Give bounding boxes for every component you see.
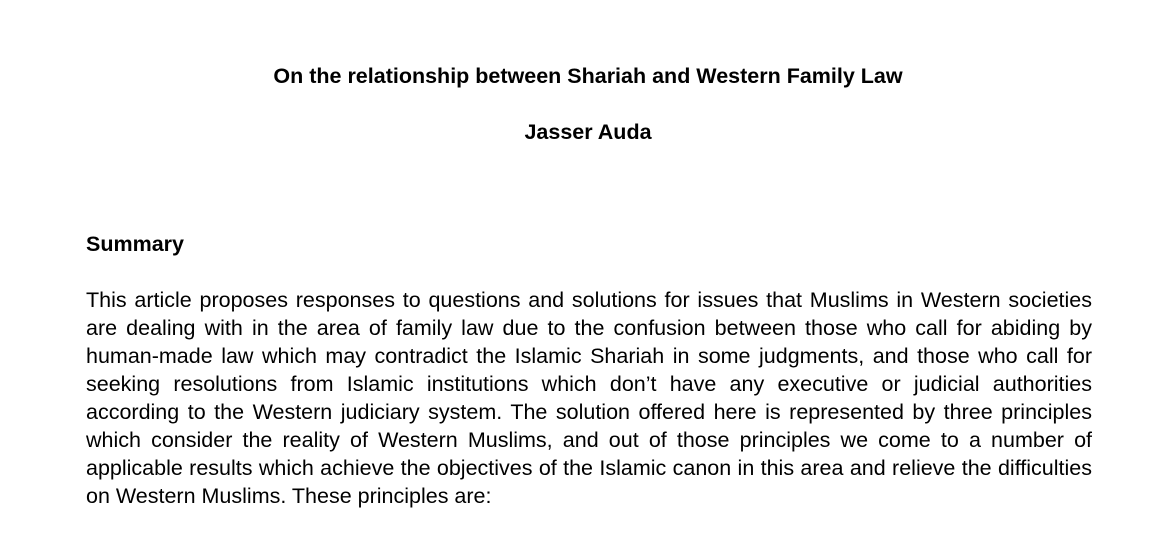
document-title: On the relationship between Shariah and Western Family Law (273, 64, 903, 88)
summary-heading: Summary (86, 232, 184, 256)
document-author: Jasser Auda (524, 120, 652, 144)
summary-paragraph: This article proposes responses to questions and solutions for issues that Muslims in Western societies are dealing with in the area of family law due to the confusion between those who call for abiding by human-made law which may contradict the Islamic Shariah in some judgments, and those who call for seeking resolutions from Islamic institutions which don’t have any executive or judicial authorities according to the Western judiciary system. The solution offered here is represented by three principles which consider the reality of Western Muslims, and out of those principles we come to a number of applicable results which achieve the objectives of the Islamic canon in this area and relieve the difficulties on Western Muslims. These principles are: (86, 288, 1092, 508)
